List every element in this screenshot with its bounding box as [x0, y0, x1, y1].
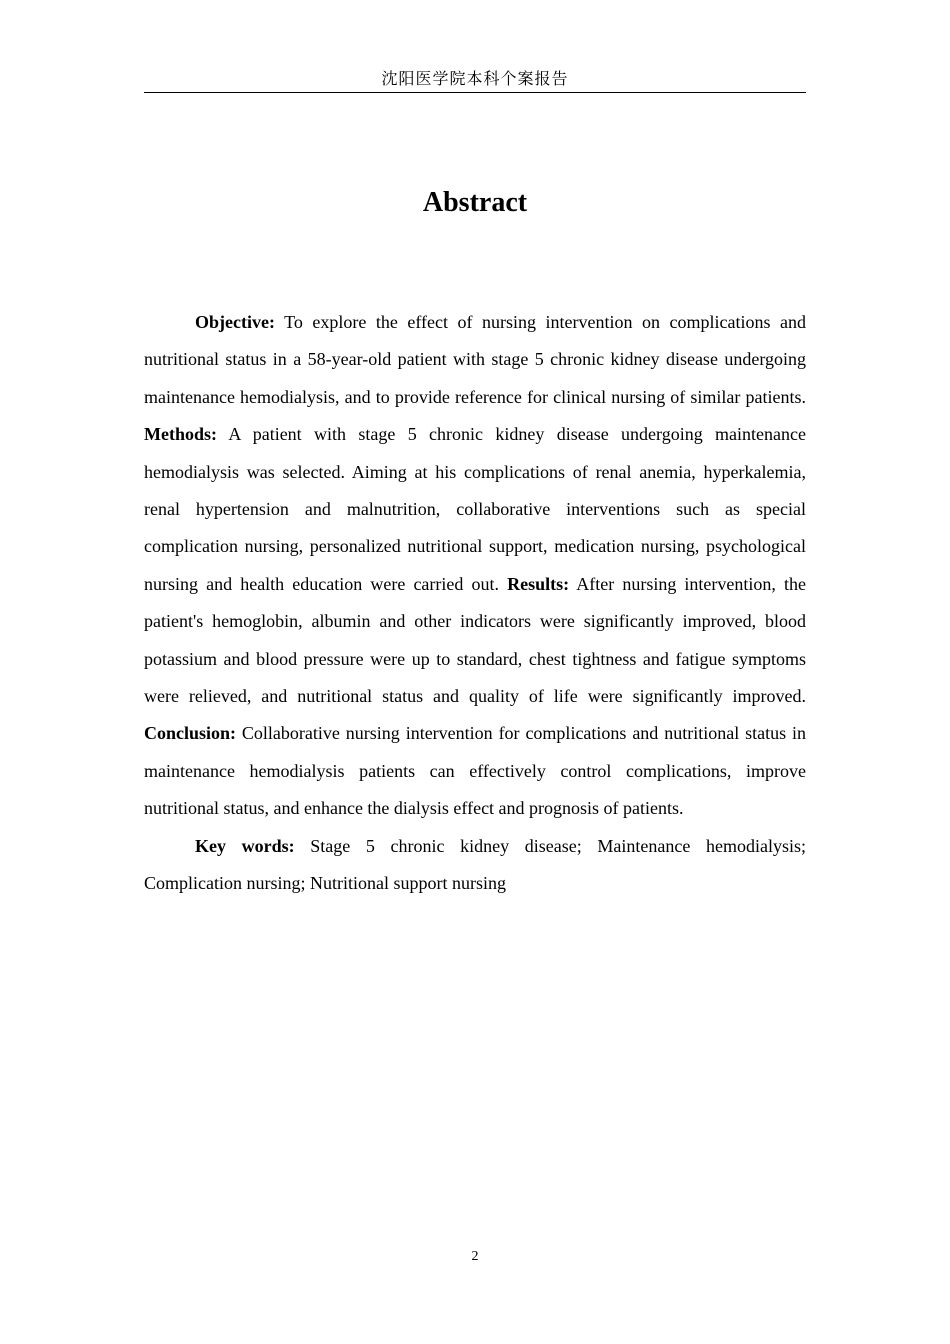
results-text: After nursing intervention, the patient's hemoglobin, albumin and other indicators were significantly improved, blood potassium and blood pressure were up to standard, chest tightness and fatigue symptoms were relieved, and nutritional status and quality of life were significantly improved. — [144, 573, 807, 707]
keywords-paragraph — [144, 828, 806, 903]
objective-label: Objective: — [195, 312, 275, 332]
conclusion-label: Conclusion: — [144, 723, 237, 744]
abstract-paragraph — [144, 304, 806, 828]
methods-text: A patient with stage 5 chronic kidney disease undergoing maintenance hemodialysis was selected. Aiming at his complications of renal anemia, hyperkalemia, renal hypertension and malnutrition, collaborative interventions such as special complication nursing, personalized nutritional support, medication nursing, psychological nursing and health education were carried out. — [144, 424, 806, 594]
keywords-label: Key words: — [195, 835, 295, 856]
page-number: 2 — [471, 1249, 479, 1264]
page-header: 沈阳医学院本科个案报告 — [144, 66, 806, 93]
objective-text: To explore the effect of nursing intervention on complications and nutritional status in a 58-year-old patient with stage 5 chronic kidney disease undergoing maintenance hemodialysis, and to provide reference for clinical nursing of similar patients. — [144, 312, 806, 407]
keywords-text: Stage 5 chronic kidney disease; Maintenance hemodialysis; Complication nursing; Nutritional support nursing — [144, 835, 806, 894]
page-title: Abstract — [422, 187, 528, 218]
methods-label: Methods: — [144, 424, 217, 445]
abstract-body — [144, 304, 806, 903]
results-label: Results: — [507, 573, 570, 594]
conclusion-text: Collaborative nursing intervention for complications and nutritional status in maintenance hemodialysis patients can effectively control complications, improve nutritional status, and enhance the dialysis effect and prognosis of patients. — [144, 723, 806, 819]
